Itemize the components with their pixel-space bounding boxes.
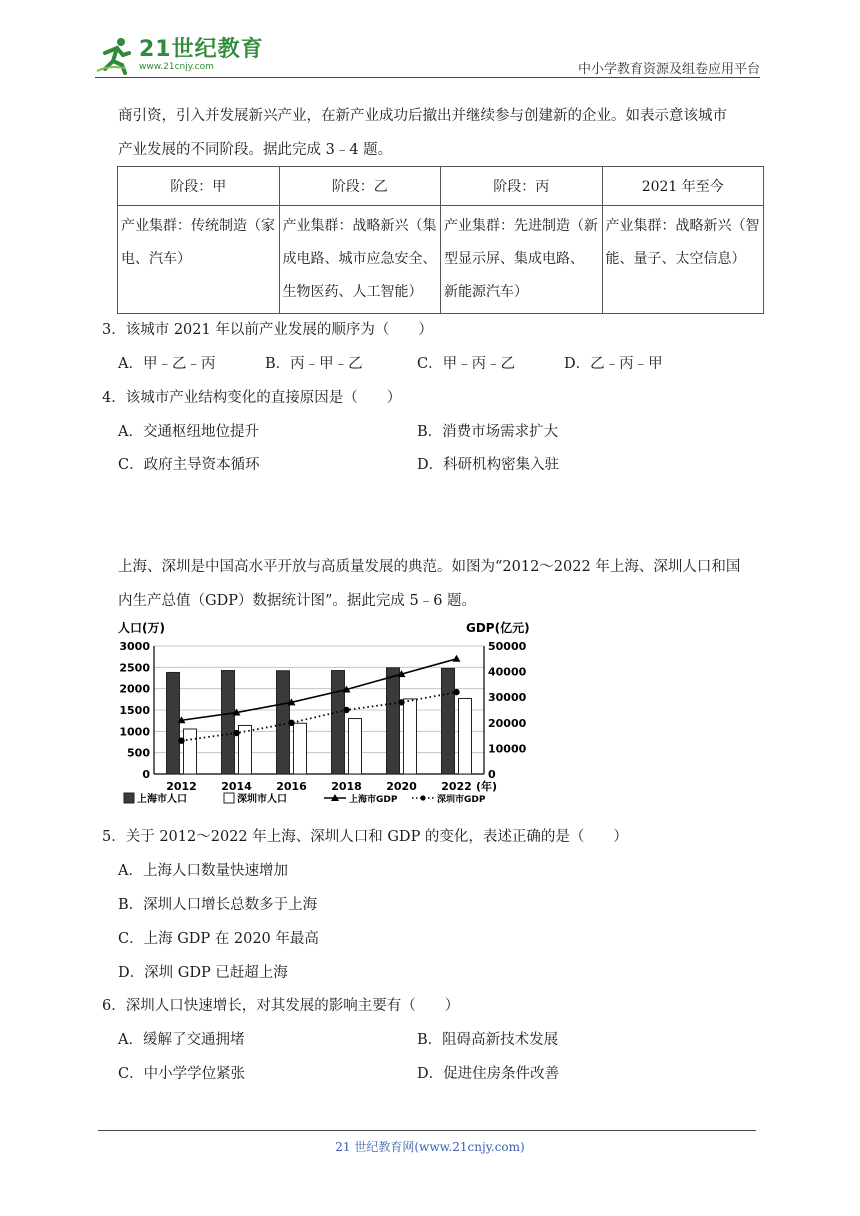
point-shenzhen-gdp — [178, 738, 184, 744]
table-header-cell: 阶段：丙 — [441, 167, 603, 206]
y-right-tick-label: 0 — [488, 768, 496, 781]
legend-label: 深圳市GDP — [437, 795, 486, 805]
y-right-tick-label: 40000 — [488, 665, 527, 679]
q6-option-c[interactable]: C．中小学学位紧张 — [118, 1066, 246, 1082]
q5-stem: 5．关于 2012～2022 年上海、深圳人口和 GDP 的变化，表述正确的是（ ） — [102, 829, 628, 845]
point-shenzhen-gdp — [288, 720, 294, 726]
y-right-axis-title: GDP(亿元) — [466, 621, 530, 635]
intro1-line1: 商引资，引入并发展新兴产业，在新产业成功后撤出并继续参与创建新的企业。如表示意该城市 — [118, 108, 727, 124]
industry-stage-table — [117, 166, 764, 314]
bar-shanghai-population — [442, 668, 455, 774]
q3-option-d[interactable]: D．乙﹣丙﹣甲 — [564, 356, 663, 372]
q4-stem: 4．该城市产业结构变化的直接原因是（ ） — [102, 390, 402, 406]
point-shenzhen-gdp — [233, 730, 239, 736]
bar-shenzhen-population — [404, 699, 417, 774]
cell-line: 电、汽车） — [121, 251, 191, 267]
bar-shenzhen-population — [184, 729, 197, 774]
bar-shanghai-population — [387, 668, 400, 774]
point-shenzhen-gdp — [398, 699, 404, 705]
y-left-tick-label: 1500 — [119, 704, 150, 717]
legend-swatch — [224, 793, 234, 803]
cell-line: 产业集群：战略新兴（集 — [282, 218, 437, 234]
legend-swatch — [124, 793, 134, 803]
intro1-line2: 产业发展的不同阶段。据此完成 3﹣4 题。 — [118, 142, 393, 158]
population-gdp-chart — [114, 618, 548, 812]
bar-shenzhen-population — [459, 698, 472, 774]
legend-marker — [420, 795, 425, 800]
bar-shanghai-population — [277, 671, 290, 774]
runner-logo-icon — [95, 35, 135, 75]
y-left-tick-label: 1000 — [119, 725, 150, 739]
q4-option-b[interactable]: B．消费市场需求扩大 — [417, 424, 559, 440]
table-header-cell: 阶段：甲 — [118, 167, 280, 206]
bar-shanghai-population — [332, 671, 345, 774]
cell-line: 产业集群：战略新兴（智 — [605, 218, 760, 234]
logo-title: 21世纪教育 — [139, 37, 264, 62]
y-left-tick-label: 3000 — [119, 640, 150, 653]
q6-option-a[interactable]: A．缓解了交通拥堵 — [118, 1032, 245, 1048]
table-cell-stage-b — [279, 206, 441, 314]
site-logo — [95, 34, 264, 76]
table-header-cell: 2021 年至今 — [602, 167, 764, 206]
q3-option-b[interactable]: B．丙﹣甲﹣乙 — [265, 356, 363, 372]
table-cell-2021 — [602, 206, 764, 314]
footer-text[interactable]: 21 世纪教育网(www.21cnjy.com) — [335, 1140, 525, 1154]
bar-shanghai-population — [222, 671, 235, 774]
table-header-cell: 阶段：乙 — [279, 167, 441, 206]
point-shanghai-gdp — [453, 655, 461, 662]
table-cell-stage-a — [118, 206, 280, 314]
footer-divider — [98, 1130, 756, 1131]
q6-option-d[interactable]: D．促进住房条件改善 — [417, 1066, 560, 1082]
q4-option-d[interactable]: D．科研机构密集入驻 — [417, 457, 560, 473]
cell-line: 新能源汽车） — [444, 284, 528, 300]
q3-stem: 3．该城市 2021 年以前产业发展的顺序为（ ） — [102, 322, 433, 338]
q5-option-b[interactable]: B．深圳人口增长总数多于上海 — [118, 897, 318, 913]
intro2-line1: 上海、深圳是中国高水平开放与高质量发展的典范。如图为“2012～2022 年上海、深圳人口和国 — [118, 559, 741, 575]
platform-label: 中小学教育资源及组卷应用平台 — [577, 62, 760, 77]
y-right-tick-label: 50000 — [488, 640, 527, 653]
cell-line: 成电路、城市应急安全、 — [282, 251, 437, 267]
y-right-tick-label: 10000 — [488, 742, 527, 756]
cell-line: 生物医药、人工智能） — [282, 284, 423, 300]
table-cell-stage-c — [441, 206, 603, 314]
x-tick-label: 2016 — [276, 780, 307, 793]
x-tick-label: 2020 — [386, 780, 417, 793]
legend-label: 上海市GDP — [349, 795, 398, 805]
x-tick-label: 2022 — [441, 780, 472, 793]
q5-option-d[interactable]: D．深圳 GDP 已赶超上海 — [118, 965, 288, 981]
y-left-axis-title: 人口(万) — [118, 621, 165, 635]
q4-option-c[interactable]: C．政府主导资本循环 — [118, 457, 260, 473]
cell-line: 型显示屏、集成电路、 — [444, 251, 584, 267]
point-shenzhen-gdp — [453, 689, 459, 695]
y-left-tick-label: 0 — [142, 768, 150, 781]
bar-shenzhen-population — [349, 719, 362, 774]
q5-option-c[interactable]: C．上海 GDP 在 2020 年最高 — [118, 931, 319, 947]
bar-shenzhen-population — [294, 723, 307, 774]
q6-stem: 6．深圳人口快速增长，对其发展的影响主要有（ ） — [102, 998, 460, 1014]
legend-label: 深圳市人口 — [237, 794, 287, 805]
cell-line: 能、量子、太空信息） — [605, 251, 746, 267]
page-header — [95, 28, 760, 80]
header-divider — [95, 77, 760, 78]
q6-option-b[interactable]: B．阻碍高新技术发展 — [417, 1032, 559, 1048]
y-left-tick-label: 500 — [127, 746, 150, 760]
y-left-tick-label: 2500 — [119, 661, 150, 675]
y-left-tick-label: 2000 — [119, 682, 150, 696]
legend-label: 上海市人口 — [137, 794, 187, 805]
q5-option-a[interactable]: A．上海人口数量快速增加 — [118, 863, 288, 879]
cell-line: 产业集群：传统制造（家 — [121, 218, 275, 234]
point-shenzhen-gdp — [343, 707, 349, 713]
cell-line: 产业集群：先进制造（新 — [444, 218, 598, 234]
q3-option-c[interactable]: C．甲﹣丙﹣乙 — [417, 356, 516, 372]
x-axis-unit: (年) — [476, 780, 498, 793]
q4-option-a[interactable]: A．交通枢纽地位提升 — [118, 424, 259, 440]
x-tick-label: 2014 — [221, 780, 252, 793]
logo-url: www.21cnjy.com — [139, 62, 214, 72]
q3-option-a[interactable]: A．甲﹣乙﹣丙 — [118, 356, 216, 372]
x-tick-label: 2018 — [331, 780, 362, 793]
x-tick-label: 2012 — [166, 780, 197, 793]
y-right-tick-label: 20000 — [488, 716, 527, 730]
intro2-line2: 内生产总值（GDP）数据统计图”。据此完成 5﹣6 题。 — [118, 593, 477, 609]
y-right-tick-label: 30000 — [488, 691, 527, 705]
